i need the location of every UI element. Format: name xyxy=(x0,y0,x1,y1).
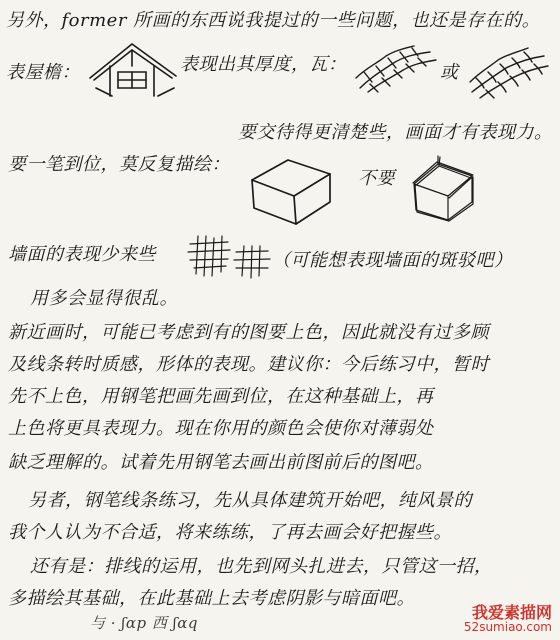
note-line-7: 不要 xyxy=(358,168,395,189)
eave-sketch xyxy=(88,38,180,100)
note-line-2: 表屋檐： xyxy=(6,62,80,83)
note-line-10: 用多会显得很乱。 xyxy=(30,288,178,309)
roof-tile-sketch-1 xyxy=(352,42,440,94)
note-line-18: 还有是：排线的运用，也先到网头扎进去，只管这一招， xyxy=(30,556,493,577)
site-url: 52sumiao.com xyxy=(463,620,552,635)
note-line-15: 缺乏理解的。试着先用钢笔去画出前图前后的图吧。 xyxy=(8,452,434,473)
note-line-12: 及线条转时质感，形体的表现。建议你：今后练习中，暂时 xyxy=(8,354,489,375)
site-name: 我爱素描网 xyxy=(471,602,552,622)
signature: 与 · ʃɑp 西 ʃɑq xyxy=(90,614,198,632)
note-line-11: 新近画时，可能已考虑到有的图要上色，因此就没有过多顾 xyxy=(8,322,489,343)
overdrawn-house-sketch xyxy=(408,150,480,222)
note-line-19: 多描绘其基础，在此基础上去考虑阴影与暗面吧。 xyxy=(8,588,415,609)
note-line-8: 墙面的表现少来些 xyxy=(8,244,156,265)
note-line-3: 表现出其厚度，瓦： xyxy=(180,54,347,75)
note-line-13: 先不上色，用钢笔把画先画到位，在这种基础上，再 xyxy=(8,386,434,407)
note-line-6: 要一笔到位，莫反复描绘： xyxy=(8,154,230,175)
note-line-1: 另外，former 所画的东西说我提过的一些问题，也还是存在的。 xyxy=(6,10,541,31)
note-line-5: 要交待得更清楚些，画面才有表现力。 xyxy=(238,122,553,143)
wall-texture-sketch-2 xyxy=(232,242,272,280)
wall-texture-sketch-1 xyxy=(186,232,232,278)
note-line-17: 我个人认为不合适，将来练练，了再去画会好把握些。 xyxy=(8,522,452,543)
roof-tile-sketch-2 xyxy=(466,44,552,100)
site-watermark xyxy=(463,602,552,635)
note-line-9: （可能想表现墙面的斑驳吧） xyxy=(272,250,513,271)
box-sketch xyxy=(248,150,336,226)
note-line-4: 或 xyxy=(440,62,459,83)
note-line-14: 上色将更具表现力。现在你用的颜色会使你对薄弱处 xyxy=(8,418,434,439)
note-line-16: 另者，钢笔线条练习，先从具体建筑开始吧，纯风景的 xyxy=(28,490,472,511)
